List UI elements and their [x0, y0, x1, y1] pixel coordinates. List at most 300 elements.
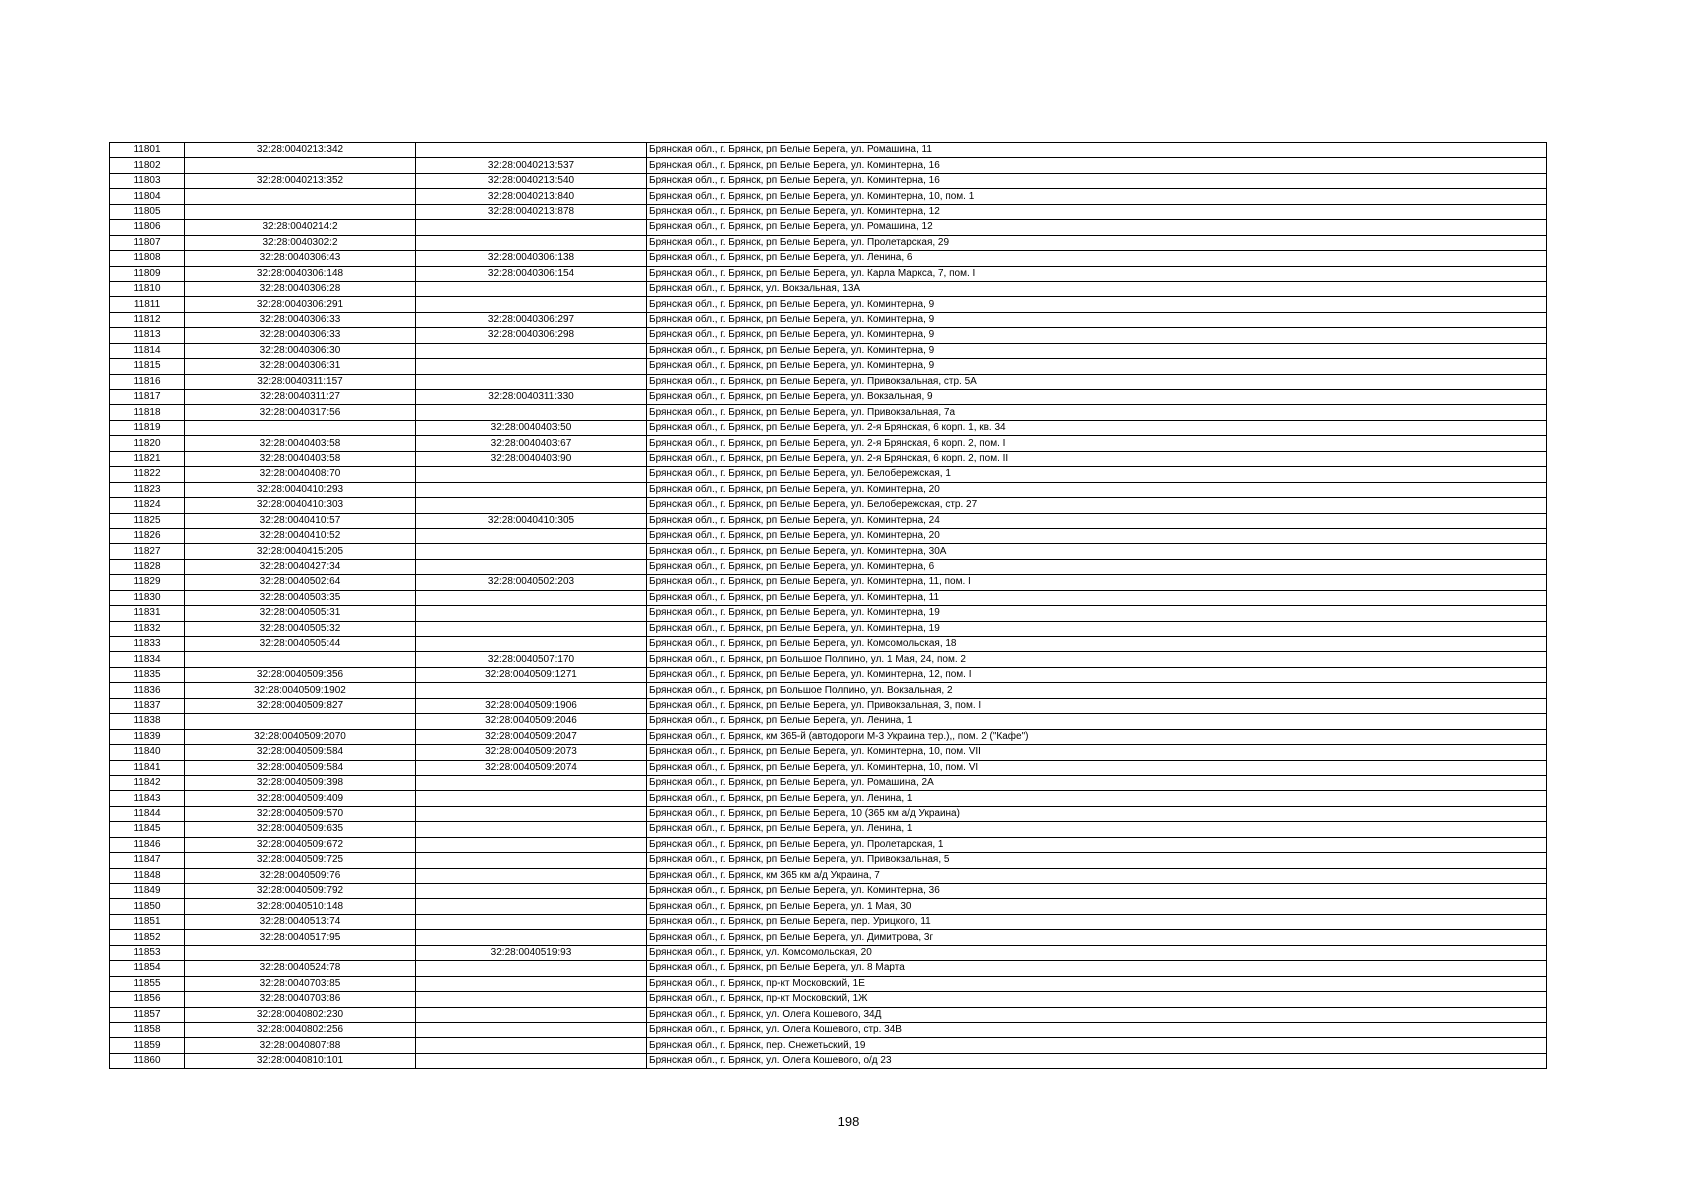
cadastral-number-cell: 32:28:0040306:43 [185, 251, 416, 266]
row-number-cell: 11835 [110, 667, 185, 682]
row-number-cell: 11821 [110, 451, 185, 466]
address-cell: Брянская обл., г. Брянск, рп Белые Берега, ул. Коминтерна, 19 [647, 606, 1547, 621]
object-number-cell [416, 884, 647, 899]
row-number-cell: 11808 [110, 251, 185, 266]
cadastral-number-cell: 32:28:0040317:56 [185, 405, 416, 420]
table-row [110, 436, 1547, 451]
table-row [110, 158, 1547, 173]
cadastral-number-cell: 32:28:0040306:148 [185, 266, 416, 281]
table-row [110, 343, 1547, 358]
address-cell: Брянская обл., г. Брянск, рп Белые Берега, ул. 2-я Брянская, 6 корп. 2, пом. I [647, 436, 1547, 451]
cadastral-number-cell: 32:28:0040302:2 [185, 235, 416, 250]
cadastral-number-cell: 32:28:0040410:57 [185, 513, 416, 528]
address-cell: Брянская обл., г. Брянск, рп Белые Берега, ул. Ромашина, 12 [647, 220, 1547, 235]
object-number-cell: 32:28:0040213:537 [416, 158, 647, 173]
object-number-cell [416, 343, 647, 358]
row-number-cell: 11853 [110, 945, 185, 960]
address-cell: Брянская обл., г. Брянск, рп Белые Берега, ул. Коминтерна, 16 [647, 173, 1547, 188]
row-number-cell: 11836 [110, 683, 185, 698]
object-number-cell [416, 899, 647, 914]
object-number-cell [416, 482, 647, 497]
cadastral-number-cell: 32:28:0040408:70 [185, 467, 416, 482]
page-number: 198 [837, 1114, 860, 1129]
object-number-cell [416, 297, 647, 312]
table-row [110, 745, 1547, 760]
cadastral-number-cell: 32:28:0040306:291 [185, 297, 416, 312]
table-row [110, 652, 1547, 667]
address-cell: Брянская обл., г. Брянск, км 365-й (автодороги М-3 Украина тер.),, пом. 2 ("Кафе") [647, 729, 1547, 744]
row-number-cell: 11817 [110, 390, 185, 405]
cadastral-number-cell: 32:28:0040415:205 [185, 544, 416, 559]
cadastral-number-cell: 32:28:0040517:95 [185, 930, 416, 945]
table-row [110, 390, 1547, 405]
row-number-cell: 11826 [110, 528, 185, 543]
object-number-cell [416, 806, 647, 821]
cadastral-number-cell: 32:28:0040306:33 [185, 328, 416, 343]
cadastral-number-cell: 32:28:0040509:672 [185, 837, 416, 852]
row-number-cell: 11809 [110, 266, 185, 281]
cadastral-number-cell: 32:28:0040810:101 [185, 1053, 416, 1068]
object-number-cell: 32:28:0040509:2074 [416, 760, 647, 775]
table-row [110, 729, 1547, 744]
cadastral-number-cell: 32:28:0040509:725 [185, 853, 416, 868]
table-row [110, 281, 1547, 296]
cadastral-number-cell [185, 204, 416, 219]
table-row [110, 884, 1547, 899]
table-row [110, 405, 1547, 420]
address-cell: Брянская обл., г. Брянск, рп Белые Берега, ул. Привокзальная, 7а [647, 405, 1547, 420]
cadastral-number-cell: 32:28:0040807:88 [185, 1038, 416, 1053]
row-number-cell: 11839 [110, 729, 185, 744]
cadastral-number-cell [185, 714, 416, 729]
object-number-cell [416, 281, 647, 296]
table-row [110, 606, 1547, 621]
cadastral-number-cell: 32:28:0040403:58 [185, 451, 416, 466]
table-row [110, 451, 1547, 466]
address-cell: Брянская обл., г. Брянск, рп Белые Берега, ул. Ленина, 6 [647, 251, 1547, 266]
object-number-cell [416, 1053, 647, 1068]
address-cell: Брянская обл., г. Брянск, рп Белые Берега, ул. Коминтерна, 9 [647, 312, 1547, 327]
address-cell: Брянская обл., г. Брянск, рп Белые Берега, ул. 1 Мая, 30 [647, 899, 1547, 914]
address-cell: Брянская обл., г. Брянск, рп Белые Берега, ул. Ленина, 1 [647, 714, 1547, 729]
row-number-cell: 11811 [110, 297, 185, 312]
row-number-cell: 11833 [110, 637, 185, 652]
row-number-cell: 11846 [110, 837, 185, 852]
row-number-cell: 11851 [110, 914, 185, 929]
table-row [110, 297, 1547, 312]
table-row [110, 775, 1547, 790]
row-number-cell: 11857 [110, 1007, 185, 1022]
address-cell: Брянская обл., г. Брянск, рп Белые Берега, ул. Коминтерна, 36 [647, 884, 1547, 899]
address-cell: Брянская обл., г. Брянск, рп Белые Берега, ул. Ленина, 1 [647, 822, 1547, 837]
row-number-cell: 11856 [110, 992, 185, 1007]
address-cell: Брянская обл., г. Брянск, пр-кт Московский, 1Е [647, 976, 1547, 991]
cadastral-number-cell: 32:28:0040509:570 [185, 806, 416, 821]
table-row [110, 1022, 1547, 1037]
cadastral-number-cell: 32:28:0040509:398 [185, 775, 416, 790]
table-row [110, 513, 1547, 528]
address-cell: Брянская обл., г. Брянск, пр-кт Московский, 1Ж [647, 992, 1547, 1007]
row-number-cell: 11803 [110, 173, 185, 188]
cadastral-number-cell: 32:28:0040509:792 [185, 884, 416, 899]
address-cell: Брянская обл., г. Брянск, рп Белые Берега, ул. Коминтерна, 24 [647, 513, 1547, 528]
table-row [110, 1038, 1547, 1053]
object-number-cell: 32:28:0040213:878 [416, 204, 647, 219]
row-number-cell: 11810 [110, 281, 185, 296]
address-cell: Брянская обл., г. Брянск, км 365 км а/д Украина, 7 [647, 868, 1547, 883]
cadastral-number-cell: 32:28:0040802:256 [185, 1022, 416, 1037]
cadastral-number-cell: 32:28:0040214:2 [185, 220, 416, 235]
address-cell: Брянская обл., г. Брянск, рп Белые Берега, ул. Коминтерна, 9 [647, 297, 1547, 312]
row-number-cell: 11814 [110, 343, 185, 358]
cadastral-number-cell [185, 652, 416, 667]
table-row [110, 760, 1547, 775]
row-number-cell: 11801 [110, 143, 185, 158]
object-number-cell [416, 637, 647, 652]
row-number-cell: 11832 [110, 621, 185, 636]
row-number-cell: 11843 [110, 791, 185, 806]
object-number-cell: 32:28:0040403:90 [416, 451, 647, 466]
address-cell: Брянская обл., г. Брянск, рп Белые Берега, ул. 2-я Брянская, 6 корп. 1, кв. 34 [647, 420, 1547, 435]
object-number-cell [416, 590, 647, 605]
address-cell: Брянская обл., г. Брянск, рп Белые Берега, ул. Коминтерна, 9 [647, 328, 1547, 343]
object-number-cell [416, 868, 647, 883]
cadastral-number-cell: 32:28:0040505:31 [185, 606, 416, 621]
row-number-cell: 11825 [110, 513, 185, 528]
table-row [110, 559, 1547, 574]
address-cell: Брянская обл., г. Брянск, рп Белые Берега, 10 (365 км а/д Украина) [647, 806, 1547, 821]
cadastral-number-cell: 32:28:0040509:1902 [185, 683, 416, 698]
cadastral-number-cell [185, 158, 416, 173]
cadastral-number-cell: 32:28:0040403:58 [185, 436, 416, 451]
cadastral-number-cell: 32:28:0040505:44 [185, 637, 416, 652]
row-number-cell: 11831 [110, 606, 185, 621]
table-row [110, 621, 1547, 636]
cadastral-number-cell: 32:28:0040427:34 [185, 559, 416, 574]
object-number-cell: 32:28:0040507:170 [416, 652, 647, 667]
address-cell: Брянская обл., г. Брянск, рп Белые Берега, ул. Привокзальная, 5 [647, 853, 1547, 868]
table-row [110, 143, 1547, 158]
address-cell: Брянская обл., г. Брянск, рп Белые Берега, ул. Коминтерна, 10, пом. 1 [647, 189, 1547, 204]
row-number-cell: 11816 [110, 374, 185, 389]
object-number-cell [416, 961, 647, 976]
object-number-cell [416, 976, 647, 991]
row-number-cell: 11830 [110, 590, 185, 605]
row-number-cell: 11818 [110, 405, 185, 420]
cadastral-table [109, 142, 1547, 1069]
address-cell: Брянская обл., г. Брянск, рп Белые Берега, ул. Коминтерна, 20 [647, 528, 1547, 543]
cadastral-number-cell: 32:28:0040703:85 [185, 976, 416, 991]
object-number-cell: 32:28:0040509:2046 [416, 714, 647, 729]
object-number-cell [416, 544, 647, 559]
row-number-cell: 11834 [110, 652, 185, 667]
cadastral-number-cell: 32:28:0040306:33 [185, 312, 416, 327]
object-number-cell [416, 621, 647, 636]
row-number-cell: 11847 [110, 853, 185, 868]
table-row [110, 637, 1547, 652]
table-body [110, 143, 1547, 1069]
cadastral-number-cell: 32:28:0040306:31 [185, 359, 416, 374]
table-row [110, 544, 1547, 559]
address-cell: Брянская обл., г. Брянск, рп Белые Берега, ул. Пролетарская, 1 [647, 837, 1547, 852]
object-number-cell [416, 1022, 647, 1037]
cadastral-number-cell: 32:28:0040509:76 [185, 868, 416, 883]
row-number-cell: 11850 [110, 899, 185, 914]
table-row [110, 312, 1547, 327]
table-row [110, 899, 1547, 914]
cadastral-number-cell: 32:28:0040513:74 [185, 914, 416, 929]
table-row [110, 220, 1547, 235]
cadastral-number-cell: 32:28:0040509:356 [185, 667, 416, 682]
table-row [110, 266, 1547, 281]
cadastral-number-cell: 32:28:0040213:342 [185, 143, 416, 158]
cadastral-number-cell: 32:28:0040509:2070 [185, 729, 416, 744]
cadastral-number-cell [185, 945, 416, 960]
row-number-cell: 11806 [110, 220, 185, 235]
row-number-cell: 11860 [110, 1053, 185, 1068]
address-cell: Брянская обл., г. Брянск, ул. Комсомольская, 20 [647, 945, 1547, 960]
cadastral-number-cell: 32:28:0040410:303 [185, 498, 416, 513]
row-number-cell: 11840 [110, 745, 185, 760]
row-number-cell: 11858 [110, 1022, 185, 1037]
table-row [110, 698, 1547, 713]
cadastral-number-cell: 32:28:0040505:32 [185, 621, 416, 636]
table-row [110, 374, 1547, 389]
table-row [110, 498, 1547, 513]
table-row [110, 853, 1547, 868]
cadastral-number-cell: 32:28:0040509:409 [185, 791, 416, 806]
object-number-cell: 32:28:0040306:138 [416, 251, 647, 266]
row-number-cell: 11842 [110, 775, 185, 790]
table-row [110, 976, 1547, 991]
cadastral-number-cell: 32:28:0040410:52 [185, 528, 416, 543]
table-row [110, 914, 1547, 929]
object-number-cell [416, 822, 647, 837]
address-cell: Брянская обл., г. Брянск, рп Белые Берега, ул. Ромашина, 11 [647, 143, 1547, 158]
row-number-cell: 11829 [110, 575, 185, 590]
cadastral-number-cell [185, 420, 416, 435]
cadastral-number-cell: 32:28:0040509:584 [185, 760, 416, 775]
table-row [110, 204, 1547, 219]
address-cell: Брянская обл., г. Брянск, рп Большое Полпино, ул. Вокзальная, 2 [647, 683, 1547, 698]
row-number-cell: 11845 [110, 822, 185, 837]
object-number-cell [416, 791, 647, 806]
cadastral-number-cell: 32:28:0040802:230 [185, 1007, 416, 1022]
object-number-cell [416, 528, 647, 543]
table-row [110, 961, 1547, 976]
object-number-cell [416, 914, 647, 929]
cadastral-number-cell: 32:28:0040509:827 [185, 698, 416, 713]
object-number-cell [416, 498, 647, 513]
row-number-cell: 11848 [110, 868, 185, 883]
object-number-cell [416, 143, 647, 158]
row-number-cell: 11820 [110, 436, 185, 451]
row-number-cell: 11802 [110, 158, 185, 173]
cadastral-number-cell [185, 189, 416, 204]
cadastral-number-cell: 32:28:0040524:78 [185, 961, 416, 976]
cadastral-number-cell: 32:28:0040503:35 [185, 590, 416, 605]
row-number-cell: 11828 [110, 559, 185, 574]
address-cell: Брянская обл., г. Брянск, рп Большое Полпино, ул. 1 Мая, 24, пом. 2 [647, 652, 1547, 667]
object-number-cell: 32:28:0040306:298 [416, 328, 647, 343]
address-cell: Брянская обл., г. Брянск, ул. Олега Кошевого, о/д 23 [647, 1053, 1547, 1068]
address-cell: Брянская обл., г. Брянск, рп Белые Берега, ул. Коминтерна, 30А [647, 544, 1547, 559]
object-number-cell: 32:28:0040213:840 [416, 189, 647, 204]
table-row [110, 992, 1547, 1007]
address-cell: Брянская обл., г. Брянск, рп Белые Берега, ул. Коминтерна, 9 [647, 343, 1547, 358]
cadastral-number-cell: 32:28:0040502:64 [185, 575, 416, 590]
table-row [110, 528, 1547, 543]
table-row [110, 359, 1547, 374]
address-cell: Брянская обл., г. Брянск, ул. Вокзальная, 13А [647, 281, 1547, 296]
table-row [110, 683, 1547, 698]
object-number-cell [416, 405, 647, 420]
address-cell: Брянская обл., г. Брянск, рп Белые Берега, ул. 2-я Брянская, 6 корп. 2, пом. II [647, 451, 1547, 466]
address-cell: Брянская обл., г. Брянск, ул. Олега Кошевого, 34Д [647, 1007, 1547, 1022]
cadastral-number-cell: 32:28:0040311:157 [185, 374, 416, 389]
address-cell: Брянская обл., г. Брянск, рп Белые Берега, ул. Коминтерна, 11 [647, 590, 1547, 605]
cadastral-number-cell: 32:28:0040510:148 [185, 899, 416, 914]
object-number-cell: 32:28:0040213:540 [416, 173, 647, 188]
table-row [110, 235, 1547, 250]
table-row [110, 420, 1547, 435]
object-number-cell: 32:28:0040509:2073 [416, 745, 647, 760]
address-cell: Брянская обл., г. Брянск, рп Белые Берега, пер. Урицкого, 11 [647, 914, 1547, 929]
object-number-cell [416, 220, 647, 235]
address-cell: Брянская обл., г. Брянск, рп Белые Берега, ул. Коминтерна, 6 [647, 559, 1547, 574]
address-cell: Брянская обл., г. Брянск, рп Белые Берега, ул. Привокзальная, 3, пом. I [647, 698, 1547, 713]
object-number-cell [416, 235, 647, 250]
object-number-cell: 32:28:0040509:1906 [416, 698, 647, 713]
table-row [110, 806, 1547, 821]
row-number-cell: 11805 [110, 204, 185, 219]
address-cell: Брянская обл., г. Брянск, пер. Снежетьский, 19 [647, 1038, 1547, 1053]
cadastral-number-cell: 32:28:0040306:28 [185, 281, 416, 296]
object-number-cell: 32:28:0040403:50 [416, 420, 647, 435]
row-number-cell: 11804 [110, 189, 185, 204]
row-number-cell: 11837 [110, 698, 185, 713]
address-cell: Брянская обл., г. Брянск, рп Белые Берега, ул. Коминтерна, 10, пом. VII [647, 745, 1547, 760]
row-number-cell: 11815 [110, 359, 185, 374]
table-row [110, 251, 1547, 266]
address-cell: Брянская обл., г. Брянск, рп Белые Берега, ул. Привокзальная, стр. 5А [647, 374, 1547, 389]
address-cell: Брянская обл., г. Брянск, рп Белые Берега, ул. Ленина, 1 [647, 791, 1547, 806]
table-row [110, 868, 1547, 883]
object-number-cell: 32:28:0040410:305 [416, 513, 647, 528]
object-number-cell [416, 853, 647, 868]
row-number-cell: 11819 [110, 420, 185, 435]
object-number-cell [416, 359, 647, 374]
address-cell: Брянская обл., г. Брянск, рп Белые Берега, ул. Ромашина, 2А [647, 775, 1547, 790]
object-number-cell [416, 683, 647, 698]
table-row [110, 575, 1547, 590]
address-cell: Брянская обл., г. Брянск, ул. Олега Кошевого, стр. 34В [647, 1022, 1547, 1037]
address-cell: Брянская обл., г. Брянск, рп Белые Берега, ул. Комсомольская, 18 [647, 637, 1547, 652]
object-number-cell: 32:28:0040502:203 [416, 575, 647, 590]
object-number-cell [416, 374, 647, 389]
table-row [110, 482, 1547, 497]
object-number-cell [416, 606, 647, 621]
object-number-cell [416, 559, 647, 574]
object-number-cell [416, 467, 647, 482]
row-number-cell: 11823 [110, 482, 185, 497]
row-number-cell: 11859 [110, 1038, 185, 1053]
object-number-cell [416, 775, 647, 790]
cadastral-number-cell: 32:28:0040703:86 [185, 992, 416, 1007]
row-number-cell: 11854 [110, 961, 185, 976]
object-number-cell [416, 837, 647, 852]
row-number-cell: 11827 [110, 544, 185, 559]
row-number-cell: 11822 [110, 467, 185, 482]
address-cell: Брянская обл., г. Брянск, рп Белые Берега, ул. Пролетарская, 29 [647, 235, 1547, 250]
table-row [110, 1007, 1547, 1022]
object-number-cell: 32:28:0040311:330 [416, 390, 647, 405]
object-number-cell [416, 1007, 647, 1022]
address-cell: Брянская обл., г. Брянск, рп Белые Берега, ул. Коминтерна, 12 [647, 204, 1547, 219]
object-number-cell: 32:28:0040403:67 [416, 436, 647, 451]
table-row [110, 822, 1547, 837]
table-row [110, 837, 1547, 852]
address-cell: Брянская обл., г. Брянск, рп Белые Берега, ул. Вокзальная, 9 [647, 390, 1547, 405]
object-number-cell: 32:28:0040509:2047 [416, 729, 647, 744]
row-number-cell: 11812 [110, 312, 185, 327]
object-number-cell: 32:28:0040509:1271 [416, 667, 647, 682]
table-row [110, 714, 1547, 729]
address-cell: Брянская обл., г. Брянск, рп Белые Берега, ул. Коминтерна, 11, пом. I [647, 575, 1547, 590]
object-number-cell: 32:28:0040306:297 [416, 312, 647, 327]
row-number-cell: 11849 [110, 884, 185, 899]
cadastral-number-cell: 32:28:0040306:30 [185, 343, 416, 358]
row-number-cell: 11855 [110, 976, 185, 991]
table-row [110, 328, 1547, 343]
cadastral-number-cell: 32:28:0040213:352 [185, 173, 416, 188]
address-cell: Брянская обл., г. Брянск, рп Белые Берега, ул. 8 Марта [647, 961, 1547, 976]
cadastral-number-cell: 32:28:0040311:27 [185, 390, 416, 405]
row-number-cell: 11824 [110, 498, 185, 513]
table-row [110, 791, 1547, 806]
address-cell: Брянская обл., г. Брянск, рп Белые Берега, ул. Коминтерна, 9 [647, 359, 1547, 374]
row-number-cell: 11852 [110, 930, 185, 945]
table-row [110, 467, 1547, 482]
table-row [110, 667, 1547, 682]
table-row [110, 1053, 1547, 1068]
address-cell: Брянская обл., г. Брянск, рп Белые Берега, ул. Карла Маркса, 7, пом. I [647, 266, 1547, 281]
row-number-cell: 11841 [110, 760, 185, 775]
address-cell: Брянская обл., г. Брянск, рп Белые Берега, ул. Коминтерна, 12, пом. I [647, 667, 1547, 682]
table-row [110, 590, 1547, 605]
address-cell: Брянская обл., г. Брянск, рп Белые Берега, ул. Коминтерна, 16 [647, 158, 1547, 173]
object-number-cell [416, 992, 647, 1007]
object-number-cell: 32:28:0040519:93 [416, 945, 647, 960]
address-cell: Брянская обл., г. Брянск, рп Белые Берега, ул. Белобережская, 1 [647, 467, 1547, 482]
address-cell: Брянская обл., г. Брянск, рп Белые Берега, ул. Коминтерна, 19 [647, 621, 1547, 636]
cadastral-number-cell: 32:28:0040410:293 [185, 482, 416, 497]
cadastral-number-cell: 32:28:0040509:635 [185, 822, 416, 837]
object-number-cell [416, 930, 647, 945]
table-row [110, 189, 1547, 204]
address-cell: Брянская обл., г. Брянск, рп Белые Берега, ул. Коминтерна, 10, пом. VI [647, 760, 1547, 775]
table-row [110, 930, 1547, 945]
cadastral-number-cell: 32:28:0040509:584 [185, 745, 416, 760]
address-cell: Брянская обл., г. Брянск, рп Белые Берега, ул. Димитрова, 3г [647, 930, 1547, 945]
object-number-cell: 32:28:0040306:154 [416, 266, 647, 281]
table-row [110, 173, 1547, 188]
row-number-cell: 11844 [110, 806, 185, 821]
row-number-cell: 11807 [110, 235, 185, 250]
address-cell: Брянская обл., г. Брянск, рп Белые Берега, ул. Белобережская, стр. 27 [647, 498, 1547, 513]
address-cell: Брянская обл., г. Брянск, рп Белые Берега, ул. Коминтерна, 20 [647, 482, 1547, 497]
row-number-cell: 11838 [110, 714, 185, 729]
